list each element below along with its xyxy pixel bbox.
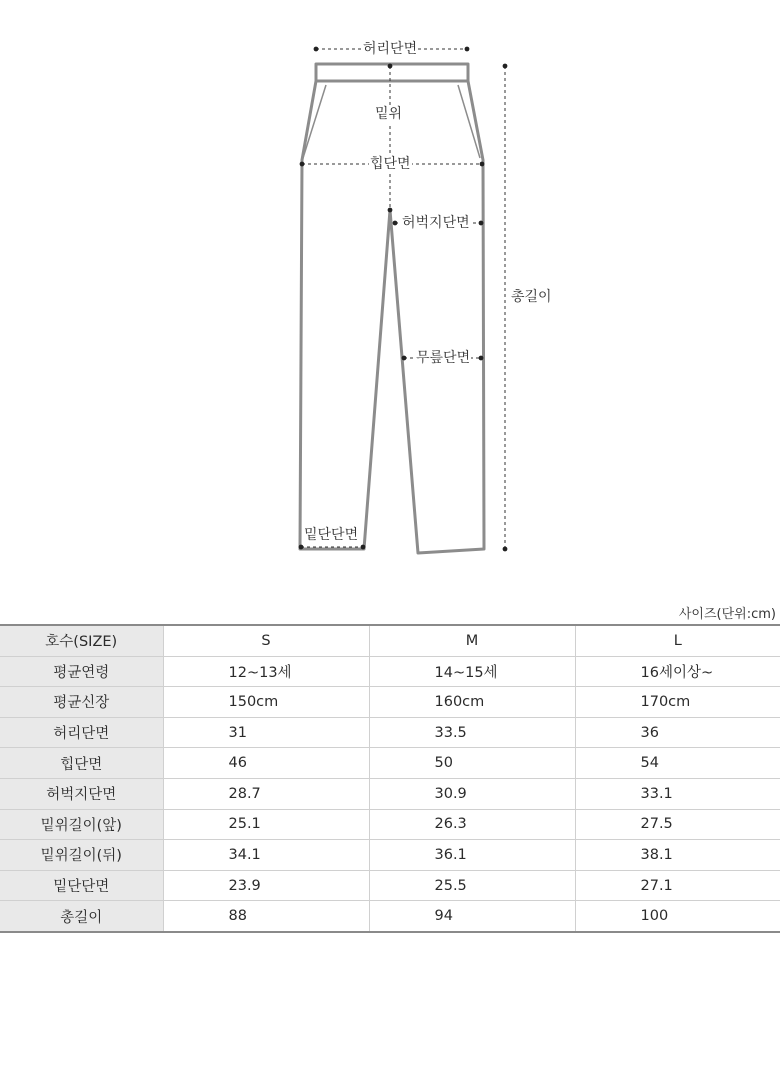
waist-label: 허리단면 <box>363 41 418 57</box>
cell-m: 30.9 <box>369 778 575 809</box>
cell-s: 150cm <box>163 687 369 718</box>
measurement-guides <box>301 49 505 549</box>
cell-l: 38.1 <box>575 840 780 871</box>
cell-s: 12~13세 <box>163 656 369 687</box>
cell-m: 25.5 <box>369 870 575 901</box>
total-length-label: 총길이 <box>511 289 552 305</box>
left-leg-outline <box>300 81 390 549</box>
cell-l: 100 <box>575 901 780 932</box>
cell-l: 16세이상~ <box>575 656 780 687</box>
unit-note: 사이즈(단위:cm) <box>678 607 776 622</box>
cell-m: 33.5 <box>369 717 575 748</box>
cell-l: 33.1 <box>575 778 780 809</box>
cell-l: 36 <box>575 717 780 748</box>
cell-s: 23.9 <box>163 870 369 901</box>
size-m-header: M <box>369 625 575 656</box>
row-label: 밑단단면 <box>0 870 163 901</box>
cell-s: 28.7 <box>163 778 369 809</box>
table-row <box>0 687 780 718</box>
table-row <box>0 901 780 932</box>
cell-m: 36.1 <box>369 840 575 871</box>
cell-s: 31 <box>163 717 369 748</box>
row-label: 총길이 <box>0 901 163 932</box>
cell-l: 27.5 <box>575 809 780 840</box>
cell-m: 94 <box>369 901 575 932</box>
size-header-row <box>0 625 780 656</box>
table-row <box>0 870 780 901</box>
pants-outline <box>300 64 484 553</box>
size-s-header: S <box>163 625 369 656</box>
knee-label: 무릎단면 <box>416 350 471 366</box>
table-row <box>0 809 780 840</box>
row-label: 평균신장 <box>0 687 163 718</box>
cell-m: 26.3 <box>369 809 575 840</box>
row-label: 밑위길이(뒤) <box>0 840 163 871</box>
row-label: 밑위길이(앞) <box>0 809 163 840</box>
row-label: 허리단면 <box>0 717 163 748</box>
table-row <box>0 748 780 779</box>
cell-m: 160cm <box>369 687 575 718</box>
table-row <box>0 656 780 687</box>
size-l-header: L <box>575 625 780 656</box>
cell-s: 25.1 <box>163 809 369 840</box>
table-row <box>0 778 780 809</box>
cell-s: 88 <box>163 901 369 932</box>
thigh-label: 허벅지단면 <box>402 215 470 231</box>
cell-m: 14~15세 <box>369 656 575 687</box>
hip-label: 힙단면 <box>370 156 411 172</box>
cell-m: 50 <box>369 748 575 779</box>
cell-s: 46 <box>163 748 369 779</box>
size-header-label: 호수(SIZE) <box>0 625 163 656</box>
cell-s: 34.1 <box>163 840 369 871</box>
table-row <box>0 717 780 748</box>
rise-label: 밑위 <box>375 106 403 122</box>
table-row <box>0 840 780 871</box>
row-label: 허벅지단면 <box>0 778 163 809</box>
right-leg-outline <box>390 81 484 553</box>
cell-l: 54 <box>575 748 780 779</box>
hem-label: 밑단단면 <box>304 527 359 543</box>
size-table <box>0 624 780 933</box>
cell-l: 170cm <box>575 687 780 718</box>
cell-l: 27.1 <box>575 870 780 901</box>
row-label: 평균연령 <box>0 656 163 687</box>
row-label: 힙단면 <box>0 748 163 779</box>
